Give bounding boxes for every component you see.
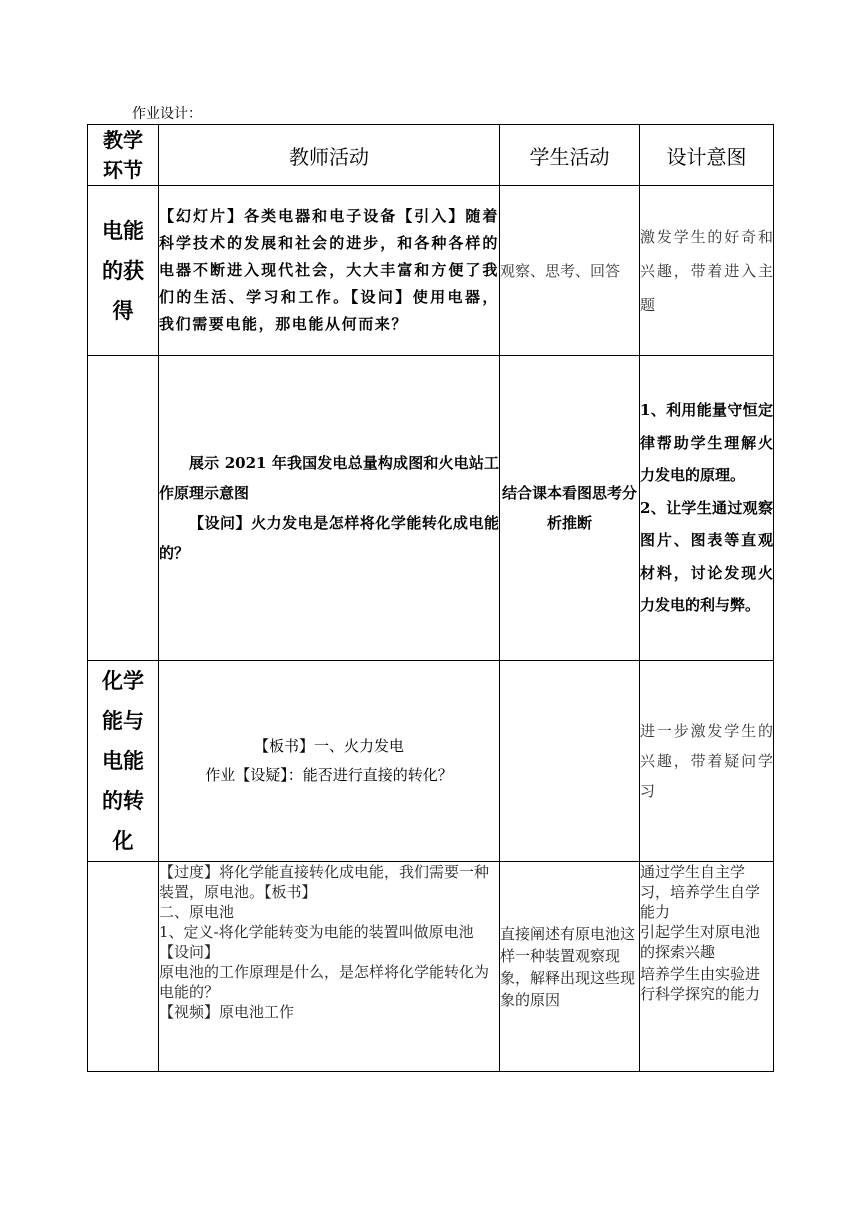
teacher-activity: [159, 356, 500, 661]
student-activity-empty: [500, 661, 640, 862]
design-intent: 进一步激发学生的兴趣，带着疑问学习: [640, 661, 774, 862]
lesson-plan-table: [87, 124, 774, 1072]
teacher-line: 【设问】火力发电是怎样将化学能转化成电能的？: [159, 514, 499, 562]
stage-cell-empty: [88, 862, 159, 1072]
design-intent: [640, 356, 774, 661]
page-label: 作业设计：: [132, 106, 202, 122]
stage-cell: [88, 661, 159, 862]
intent-line: 引起学生对原电池的探索兴趣: [640, 923, 761, 961]
table-row: [88, 186, 774, 356]
stage-line: 的获: [102, 258, 144, 283]
stage-line: 电能: [102, 218, 144, 243]
table-row: [88, 356, 774, 661]
header-intent: 设计意图: [640, 125, 774, 186]
stage-cell-empty: [88, 356, 159, 661]
stage-line: 化: [112, 829, 134, 853]
stage-line: 化学: [102, 669, 144, 693]
design-intent: [640, 862, 774, 1072]
header-stage-line: 环节: [103, 158, 143, 182]
student-activity: 直接阐述有原电池这样一种装置观察现象，解释出现这些现象的原因: [500, 862, 640, 1072]
header-stage-line: 教学: [103, 128, 143, 152]
table-row: [88, 661, 774, 862]
teacher-activity: [159, 661, 500, 862]
student-activity: 观察、思考、回答: [500, 186, 640, 356]
teacher-activity: 【幻灯片】各类电器和电子设备【引入】随着科学技术的发展和社会的进步，和各种各样的电器不断进入现代社会，大大丰富和方便了我们的生活、学习和工作。【设问】使用电器，我们需要电能，那电能从何而来？: [159, 186, 500, 356]
header-student: 学生活动: [500, 125, 640, 186]
header-teacher: 教师活动: [159, 125, 500, 186]
teacher-line: 【板书】一、火力发电: [253, 737, 404, 755]
teacher-line: 原电池的工作原理是什么，是怎样将化学能转化为电能的？: [159, 963, 490, 1001]
stage-line: 的转: [102, 789, 144, 813]
intent-line: 通过学生自主学习，培养学生自学能力: [640, 863, 761, 921]
stage-line: 得: [112, 298, 134, 323]
teacher-line: 1、定义-将化学能转变为电能的装置叫做原电池: [159, 923, 474, 941]
teacher-line: 【过度】将化学能直接转化成电能，我们需要一种装置，原电池。【板书】: [159, 863, 490, 901]
teacher-line: 作业【设疑】：能否进行直接的转化？: [205, 766, 453, 784]
teacher-activity: [159, 862, 500, 1072]
intent-line: 培养学生由实验进行科学探究的能力: [640, 965, 761, 1003]
stage-cell: [88, 186, 159, 356]
student-activity: 结合课本看图思考分析推断: [500, 356, 640, 661]
teacher-line: 二、原电池: [159, 903, 235, 921]
teacher-line: 展示 2021 年我国发电总量构成图和火电站工作原理示意图: [159, 454, 499, 502]
teacher-line: 【视频】原电池工作: [159, 1003, 295, 1021]
stage-line: 电能: [102, 749, 144, 773]
teacher-line: 【设问】: [159, 943, 220, 961]
table-header-row: [88, 125, 774, 186]
design-intent: 激发学生的好奇和兴趣，带着进入主题: [640, 186, 774, 356]
stage-line: 能与: [102, 709, 144, 733]
header-stage: [88, 125, 159, 186]
intent-line: 1、利用能量守恒定律帮助学生理解火力发电的原理。: [640, 401, 773, 485]
table-row: [88, 862, 774, 1072]
intent-line: 2、让学生通过观察图片、图表等直观材料，讨论发现火力发电的利与弊。: [640, 498, 773, 615]
